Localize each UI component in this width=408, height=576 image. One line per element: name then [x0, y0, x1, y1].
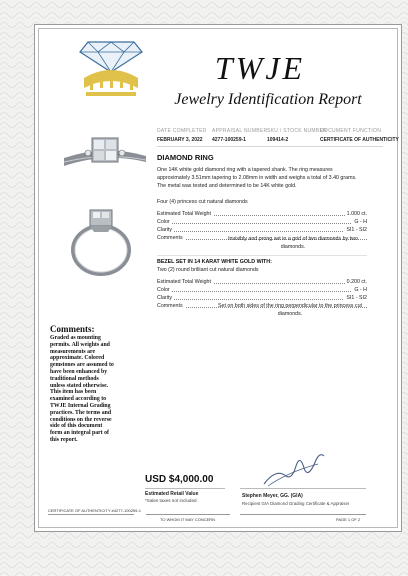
- table-row: [157, 218, 367, 226]
- row-value: SI1 - SI2: [346, 227, 367, 233]
- sku-label: SKU / STOCK NUMBER: [267, 128, 328, 134]
- row-label: Clarity: [157, 295, 173, 301]
- center-stones-comment: Invisibly and prong set in a grid of two diamonds by two diamonds.: [228, 236, 358, 250]
- center-stones-heading: Four (4) princess cut natural diamonds: [157, 199, 248, 205]
- document-function-label: DOCUMENT FUNCTION: [320, 128, 382, 134]
- report-title: Jewelry Identification Report: [174, 91, 362, 108]
- header-divider: [157, 146, 383, 147]
- footer-line-left: [48, 514, 134, 515]
- appraisal-number-label: APPRAISAL NUMBER: [212, 128, 268, 134]
- tax-note: *Sales taxes not included: [145, 498, 197, 503]
- ring-side-photo: [62, 200, 140, 282]
- signer-name: Stephen Meyer, GG. (GIA): [242, 493, 303, 499]
- item-title: DIAMOND RING: [157, 153, 214, 162]
- table-row: [157, 286, 367, 294]
- table-row: [157, 226, 367, 234]
- signature-divider: [240, 488, 366, 489]
- row-label: Estimated Total Weight: [157, 279, 211, 285]
- retail-value: USD $4,000.00: [145, 474, 214, 485]
- comments-block: [50, 324, 114, 444]
- bezel-title: BEZEL SET IN 14 KARAT WHITE GOLD WITH:: [157, 259, 272, 265]
- row-value: G - H: [354, 287, 367, 293]
- sku-value: 109414-2: [267, 137, 289, 143]
- row-label: Comments: [157, 303, 183, 309]
- footer-line-center: [146, 514, 230, 515]
- row-label: Comments: [157, 235, 183, 241]
- retail-value-label: Estimated Retail Value: [145, 491, 199, 497]
- signer-title: Recipient GIA Diamond Grading Certificate & Appraiser: [242, 501, 350, 506]
- ring-top-photo: [60, 122, 150, 178]
- comments-body: Graded as mounting permits. All weights and measurements are approximate. Colored gemstones are assumed to have been enhanced by traditional methods unless stated otherwise. This item has been examined according to TWJE Internal Grading practices. The terms and conditions on the reverse side of this document form an integral part of this report.: [50, 335, 114, 443]
- price-divider: [145, 488, 225, 489]
- bezel-stones-heading: Two (2) round brilliant cut natural diamonds: [157, 267, 259, 273]
- table-row: [157, 210, 367, 218]
- signature: [258, 446, 330, 490]
- date-completed-label: DATE COMPLETED: [157, 128, 207, 134]
- row-label: Color: [157, 287, 170, 293]
- document-function-value: CERTIFICATE OF AUTHENTICITY: [320, 137, 399, 143]
- appraisal-number-value: 4277-100259-1: [212, 137, 246, 143]
- row-value: G - H: [354, 219, 367, 225]
- row-label: Clarity: [157, 227, 173, 233]
- bezel-comment: Set on both sides of the ring perpendicular to the princess cut diamonds.: [218, 303, 362, 317]
- table-row: [157, 294, 367, 302]
- row-label: Estimated Total Weight: [157, 211, 211, 217]
- footer-page-number: PAGE 1 OF 2: [336, 517, 361, 522]
- diamond-crown-logo-icon: [78, 38, 144, 100]
- item-description: One 14K white gold diamond ring with a tapered shank. The ring measures approximately 3.51mm tapering to 2.08mm in width and weighs a total of 3.40 grams. The metal was tested and determined to be 14K white gold.: [157, 167, 357, 189]
- table-row: [157, 278, 367, 286]
- brand-name: TWJE: [214, 50, 306, 86]
- row-label: Color: [157, 219, 170, 225]
- date-completed-value: FEBRUARY 3, 2022: [157, 137, 203, 143]
- row-value: 1.000 ct.: [346, 211, 367, 217]
- footer-to-whom: TO WHOM IT MAY CONCERN: [160, 517, 216, 522]
- bezel-divider: [157, 255, 367, 256]
- row-value: 0.200 ct.: [346, 279, 367, 285]
- row-value: SI1 - SI2: [346, 295, 367, 301]
- comments-heading: Comments:: [50, 324, 95, 334]
- footer-certificate-number: CERTIFICATE OF AUTHENTICITY #4277-100259-1: [48, 508, 141, 513]
- footer-line-right: [240, 514, 366, 515]
